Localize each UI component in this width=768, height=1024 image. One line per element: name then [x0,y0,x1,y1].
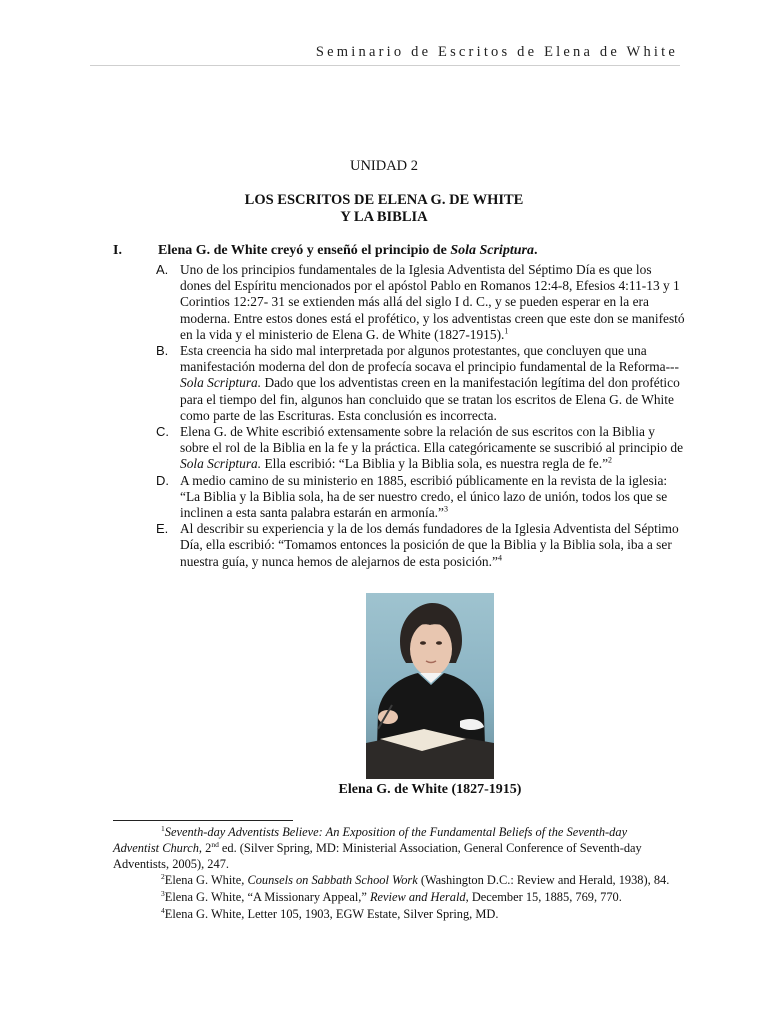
list-item [156,343,686,424]
portrait-photo [366,593,494,779]
footnote-ref[interactable]: 3 [443,504,448,514]
title-line-1: LOS ESCRITOS DE ELENA G. DE WHITE [244,192,524,208]
footnotes [113,825,673,924]
section-heading-before: Elena G. de White creyó y enseñó el principio de [158,243,451,258]
footnote-ref[interactable]: 1 [504,326,509,336]
footnote-italic: Seventh-day Adventists Believe: An Exposition of the Fundamental Beliefs of the Seventh-day Adventist Church [113,825,628,855]
item-letter: D. [156,472,169,488]
item-text-italic: Sola Scriptura. [180,456,262,472]
list-item [156,424,686,473]
footnote [113,873,673,889]
item-list [156,262,686,570]
header-rule [90,65,680,66]
item-letter: A. [156,262,169,277]
item-letter: C. [156,424,169,440]
portrait-illustration [366,593,494,779]
running-header: Seminario de Escritos de Elena de White [315,44,678,60]
item-text-before: Elena G. de White escribió extensamente sobre la relación de sus escritos con la Biblia y sobre el rol de la Biblia en la fe y la práctica. Ella categóricamente se suscribió al principio de [180,424,684,456]
list-item [156,262,686,343]
footnote-number: 1 [161,823,165,833]
footnote-rule [113,820,293,821]
footnote-italic: Review and Herald [369,890,466,905]
footnote [113,890,673,906]
item-body [180,473,686,522]
footnote-text: Elena G. White, “A Missionary Appeal,” [164,890,370,905]
item-text: A medio camino de su ministerio en 1885, escribió públicamente en la revista de la iglesia: “La Biblia y la Biblia sola, ha de ser nuestro credo, el único lazo de unión, todos los que se inclinen a esta santa palabra estarán en armonía.” [180,472,668,521]
section-number: I. [113,243,122,258]
footnote [113,907,673,923]
section-heading-italic: Sola Scriptura [450,243,534,258]
list-item [156,521,686,570]
item-text: Al describir su experiencia y la de los demás fundadores de la Iglesia Adventista del Séptimo Día, ella escribió: “Tomamos entonces la posición de que la Biblia y la Biblia sola, iba a ser nuestra guía, y nunca hemos de alejarnos de esta posición.” [180,521,679,569]
footnote-ref[interactable]: 2 [608,455,613,465]
list-item [156,473,686,522]
footnote-ref[interactable]: 4 [497,553,502,563]
item-letter: B. [156,343,169,359]
item-letter: E. [156,521,169,537]
item-text-italic: Sola Scriptura. [180,375,262,391]
footnote-italic: Counsels on Sabbath School Work [247,873,418,888]
figure-caption: Elena G. de White (1827-1915) [338,782,522,797]
footnote-text-after: , December 15, 1885, 769, 770. [465,890,622,905]
footnote-text-after: ed. (Silver Spring, MD: Ministerial Association, General Conference of Seventh-day Adventists, 2005), 247. [113,840,642,871]
item-text-after: Ella escribió: “La Biblia y la Biblia sola, es nuestra regla de fe.” [261,456,609,472]
footnote-ordinal: nd [211,839,219,849]
footnote-number: 4 [161,905,165,915]
section-heading-after: . [533,243,538,258]
page-title [0,192,768,226]
item-body [180,521,686,570]
item-text-after: Dado que los adventistas creen en la manifestación legítima del don profético para el tiempo del fin, algunos han concluido que se tratan los escritos de Elena G. de White como parte de las Escrituras. Esta conclusión es incorrecta. [180,375,680,423]
footnote-number: 3 [161,889,165,899]
item-body [180,343,686,424]
unit-label: UNIDAD 2 [349,158,419,174]
footnote-text: Elena G. White, Letter 105, 1903, EGW Estate, Silver Spring, MD. [164,906,499,921]
item-body [180,262,686,343]
item-text-before: Esta creencia ha sido mal interpretada por algunos protestantes, que concluyen que una manifestación moderna del don de profecía socava el principio fundamental de la Reforma--- [180,343,679,375]
item-body [180,424,686,473]
footnote-text: Elena G. White, [164,873,248,888]
footnote-number: 2 [161,872,165,882]
section-heading [158,243,537,259]
footnote-text-after: (Washington D.C.: Review and Herald, 1938), 84. [417,873,670,888]
footnote-text: , 2 [198,840,212,855]
footnote [113,825,673,872]
item-text: Uno de los principios fundamentales de la Iglesia Adventista del Séptimo Día es que los dones del Espíritu mencionados por el apóstol Pablo en Romanos 12:4-8, Efesios 4:11-13 y 1 Corintios 12:27- 31 se extienden más allá del siglo I d. C., y se pueden esperar en la era moderna. Entre estos dones está el profético, y los adventistas creen que este don se manifestó en la vida y el ministerio de Elena G. de White (1827-1915). [180,262,685,342]
title-line-2: Y LA BIBLIA [340,209,428,225]
